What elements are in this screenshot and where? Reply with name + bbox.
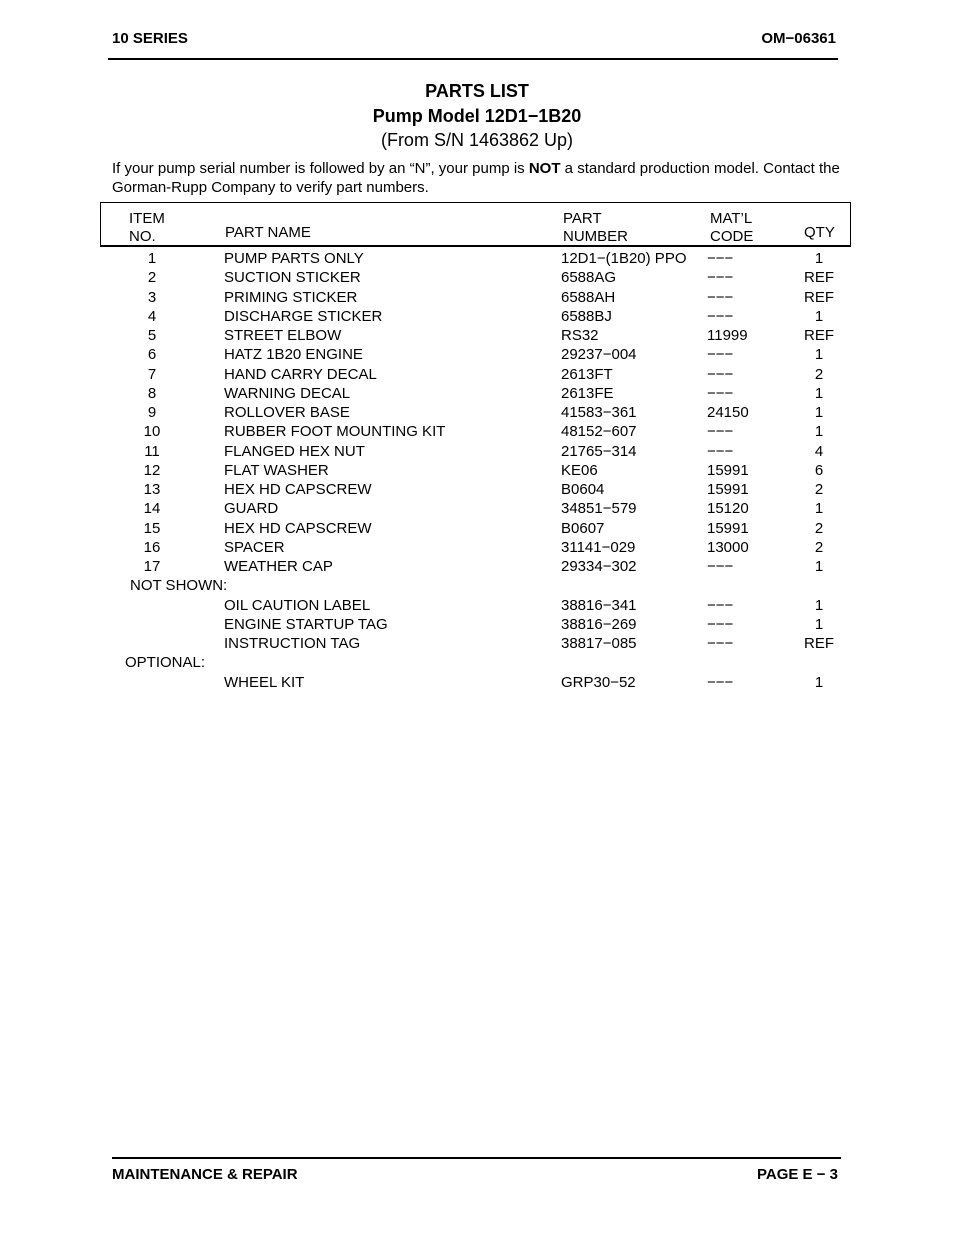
pump-model: Pump Model 12D1−1B20 [372,106,582,126]
part-number: 48152−607 [561,423,637,440]
table-row [0,249,954,268]
intro-text-bold: NOT [528,160,561,177]
table-row [0,538,954,557]
item-number: 9 [147,404,157,421]
table-row [0,634,954,653]
item-number: 10 [143,423,161,440]
col-part-number-label-2: NUMBER [563,228,629,245]
part-name: ROLLOVER BASE [224,404,350,421]
material-code: −−− [707,423,734,440]
part-name: PRIMING STICKER [224,289,358,306]
part-number: 21765−314 [561,443,637,460]
part-name: PUMP PARTS ONLY [224,250,364,267]
material-code: −−− [707,289,734,306]
material-code: −−− [707,597,734,614]
part-number: B0607 [561,520,605,537]
part-number: 2613FE [561,385,614,402]
material-code: 15991 [707,481,749,498]
quantity: 1 [814,346,824,363]
item-number: 4 [147,308,157,325]
quantity: 2 [814,481,824,498]
section-label-optional [0,653,954,672]
part-number: 34851−579 [561,500,637,517]
part-name: INSTRUCTION TAG [224,635,361,652]
not-shown-label: NOT SHOWN: [130,577,228,594]
table-row [0,461,954,480]
material-code: −−− [707,269,734,286]
material-code: 11999 [707,327,748,344]
part-number: 31141−029 [561,539,636,556]
quantity: 4 [814,443,824,460]
part-number: 29237−004 [561,346,637,363]
footer-page-number: PAGE E − 3 [756,1166,838,1183]
col-qty-label: QTY [804,224,835,241]
item-number: 11 [144,443,160,460]
quantity: 1 [814,597,824,614]
page-title: PARTS LIST [425,81,529,101]
item-number: 15 [143,520,161,537]
part-number: 38816−269 [561,616,637,633]
part-number: 41583−361 [561,404,637,421]
material-code: −−− [707,366,734,383]
col-part-name-label: PART NAME [225,224,311,241]
quantity: 1 [814,674,824,691]
part-number: 6588AH [561,289,616,306]
part-name: FLANGED HEX NUT [224,443,365,460]
intro-paragraph [112,159,852,197]
quantity: 1 [814,385,824,402]
serial-range: (From S/N 1463862 Up) [380,130,574,150]
footer-section: MAINTENANCE & REPAIR [112,1166,298,1183]
col-mat-code-label-1: MAT’L [710,210,753,227]
quantity: 1 [814,500,824,517]
quantity: 2 [814,366,824,383]
item-number: 14 [143,500,161,517]
part-number: 29334−302 [561,558,637,575]
part-number: RS32 [561,327,599,344]
part-name: WEATHER CAP [224,558,333,575]
part-number: 6588AG [561,269,617,286]
table-row [0,384,954,403]
material-code: 15991 [707,520,749,537]
part-name: STREET ELBOW [224,327,342,344]
part-name: WARNING DECAL [224,385,351,402]
section-label-not-shown [0,576,954,595]
material-code: −−− [707,308,734,325]
material-code: −−− [707,558,734,575]
item-number: 16 [143,539,161,556]
table-row [0,365,954,384]
table-row [0,557,954,576]
part-name: SUCTION STICKER [224,269,361,286]
item-number: 8 [147,385,157,402]
part-number: KE06 [561,462,598,479]
quantity: 1 [814,308,824,325]
item-number: 13 [143,481,161,498]
part-name: GUARD [224,500,279,517]
quantity: 2 [814,539,824,556]
part-name: FLAT WASHER [224,462,329,479]
part-number: 12D1−(1B20) PPO [561,250,687,267]
optional-label: OPTIONAL: [125,654,206,671]
item-number: 3 [147,289,157,306]
quantity: 1 [814,250,824,267]
part-name: RUBBER FOOT MOUNTING KIT [224,423,446,440]
material-code: −−− [707,385,734,402]
part-name: OIL CAUTION LABEL [224,597,371,614]
quantity: REF [804,289,834,306]
item-number: 12 [143,462,161,479]
table-row [0,422,954,441]
intro-text-after: a standard production model. Contact the Gorman-Rupp Company to verify part numbers. [112,160,840,196]
table-row [0,673,954,692]
material-code: 24150 [707,404,749,421]
part-number: 38817−085 [561,635,637,652]
part-name: HEX HD CAPSCREW [224,481,372,498]
table-row [0,345,954,364]
col-item-label-1: ITEM [129,210,165,227]
table-row [0,288,954,307]
item-number: 1 [147,250,157,267]
quantity: 2 [814,520,824,537]
quantity: REF [804,635,834,652]
material-code: −−− [707,616,734,633]
table-row [0,596,954,615]
quantity: 1 [814,616,824,633]
col-mat-code-label-2: CODE [710,228,754,245]
table-row [0,268,954,287]
footer-rule [112,1157,841,1159]
part-name: HEX HD CAPSCREW [224,520,372,537]
part-name: WHEEL KIT [224,674,305,691]
table-row [0,442,954,461]
quantity: 1 [814,558,824,575]
item-number: 7 [147,366,157,383]
part-name: HAND CARRY DECAL [224,366,377,383]
part-name: DISCHARGE STICKER [224,308,383,325]
part-number: 2613FT [561,366,613,383]
header-series: 10 SERIES [112,30,188,47]
part-number: 38816−341 [561,597,637,614]
table-row [0,326,954,345]
part-name: SPACER [224,539,285,556]
intro-text-before: If your pump serial number is followed by an “N”, your pump is [112,160,529,177]
material-code: −−− [707,674,734,691]
header-rule [108,58,838,60]
item-number: 2 [147,269,157,286]
material-code: −−− [707,250,734,267]
part-number: GRP30−52 [561,674,636,691]
quantity: REF [804,327,834,344]
material-code: −−− [707,635,734,652]
col-item-label-2: NO. [129,228,156,245]
table-row [0,403,954,422]
material-code: −−− [707,443,734,460]
material-code: 15991 [707,462,749,479]
part-number: B0604 [561,481,605,498]
part-name: ENGINE STARTUP TAG [224,616,388,633]
table-row [0,519,954,538]
quantity: REF [804,269,834,286]
item-number: 17 [143,558,161,575]
item-number: 6 [147,346,157,363]
material-code: 15120 [707,500,749,517]
header-manual-number: OM−06361 [761,30,836,47]
table-row [0,499,954,518]
table-row [0,480,954,499]
item-number: 5 [147,327,157,344]
column-header-box [100,202,851,247]
table-row [0,615,954,634]
table-row [0,307,954,326]
quantity: 6 [814,462,824,479]
material-code: 13000 [707,539,749,556]
col-part-number-label-1: PART [563,210,602,227]
part-name: HATZ 1B20 ENGINE [224,346,363,363]
quantity: 1 [814,404,824,421]
material-code: −−− [707,346,734,363]
quantity: 1 [814,423,824,440]
part-number: 6588BJ [561,308,612,325]
